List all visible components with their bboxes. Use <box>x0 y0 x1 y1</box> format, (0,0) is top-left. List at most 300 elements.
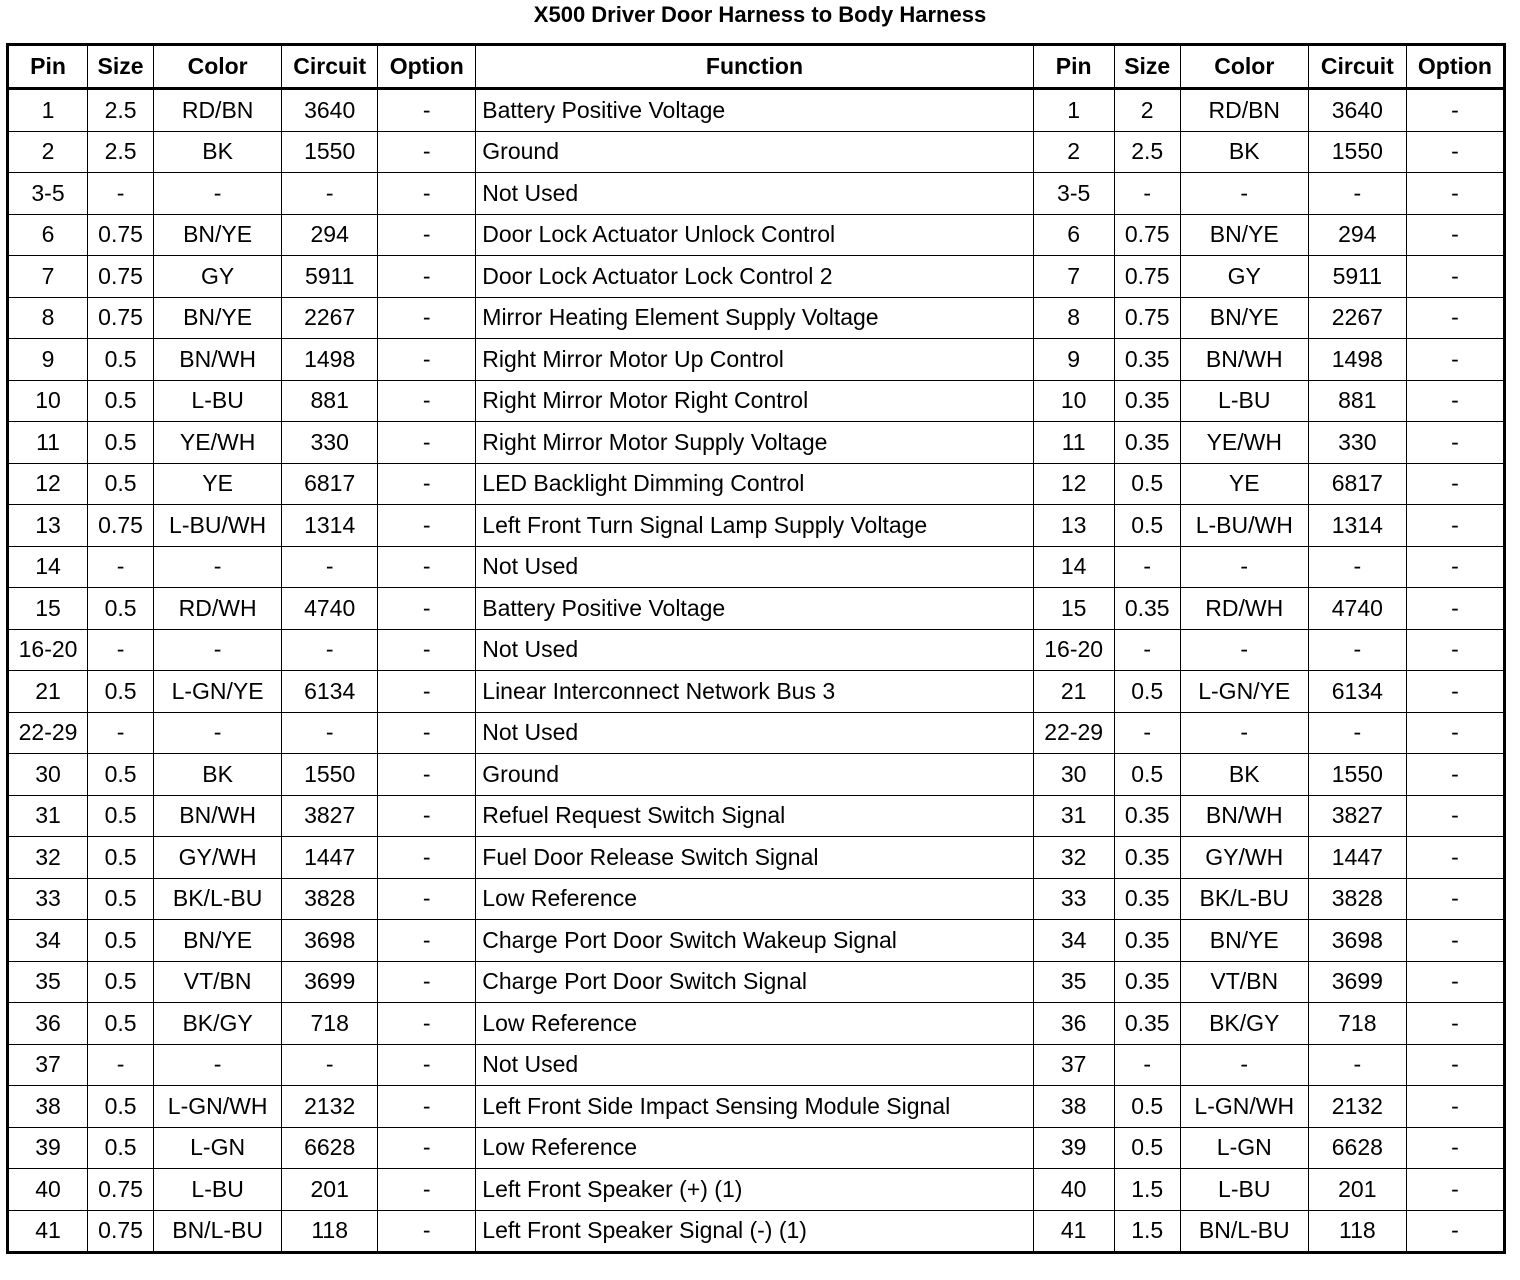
cell-size: 0.5 <box>88 961 154 1003</box>
cell-size: 0.5 <box>88 463 154 505</box>
cell-color: L-BU <box>154 1169 282 1211</box>
table-row <box>8 671 1505 713</box>
cell-circuit: 294 <box>282 214 378 256</box>
cell-option: - <box>378 1127 476 1169</box>
cell-circuit: 118 <box>282 1210 378 1253</box>
cell-function: Door Lock Actuator Lock Control 2 <box>476 256 1033 298</box>
cell-circuit: 1550 <box>282 131 378 173</box>
cell-color: BK/GY <box>154 1003 282 1045</box>
cell-body-option: - <box>1406 1044 1504 1086</box>
cell-function: Linear Interconnect Network Bus 3 <box>476 671 1033 713</box>
cell-option: - <box>378 422 476 464</box>
cell-circuit: 3699 <box>282 961 378 1003</box>
cell-color: L-BU <box>154 380 282 422</box>
header-body-size: Size <box>1114 45 1180 89</box>
table-row <box>8 920 1505 962</box>
cell-function: Low Reference <box>476 1003 1033 1045</box>
table-row <box>8 89 1505 132</box>
cell-option: - <box>378 463 476 505</box>
cell-pin: 32 <box>8 837 88 879</box>
cell-body-option: - <box>1406 214 1504 256</box>
cell-color: BK <box>154 131 282 173</box>
header-row <box>8 45 1505 89</box>
cell-body-circuit: 4740 <box>1308 588 1406 630</box>
cell-body-circuit: 1447 <box>1308 837 1406 879</box>
cell-size: 0.5 <box>88 380 154 422</box>
cell-body-color: BK <box>1180 131 1308 173</box>
cell-pin: 1 <box>8 89 88 132</box>
cell-size: 0.75 <box>88 1169 154 1211</box>
cell-circuit: 6817 <box>282 463 378 505</box>
cell-body-circuit: 6628 <box>1308 1127 1406 1169</box>
cell-option: - <box>378 131 476 173</box>
cell-body-option: - <box>1406 546 1504 588</box>
cell-body-color: BN/YE <box>1180 214 1308 256</box>
cell-pin: 12 <box>8 463 88 505</box>
cell-color: YE <box>154 463 282 505</box>
cell-body-size: 1.5 <box>1114 1169 1180 1211</box>
cell-body-pin: 11 <box>1033 422 1114 464</box>
cell-body-color: BN/WH <box>1180 795 1308 837</box>
cell-body-size: 2.5 <box>1114 131 1180 173</box>
cell-body-size: 0.75 <box>1114 256 1180 298</box>
cell-body-circuit: - <box>1308 629 1406 671</box>
table-body <box>8 89 1505 1253</box>
cell-body-pin: 14 <box>1033 546 1114 588</box>
cell-size: 0.5 <box>88 422 154 464</box>
cell-body-circuit: 1550 <box>1308 754 1406 796</box>
table-row <box>8 754 1505 796</box>
cell-body-option: - <box>1406 89 1504 132</box>
cell-option: - <box>378 1086 476 1128</box>
cell-color: L-GN/WH <box>154 1086 282 1128</box>
cell-body-pin: 15 <box>1033 588 1114 630</box>
cell-color: GY/WH <box>154 837 282 879</box>
cell-body-option: - <box>1406 754 1504 796</box>
cell-body-pin: 34 <box>1033 920 1114 962</box>
cell-body-circuit: - <box>1308 173 1406 215</box>
header-body-pin: Pin <box>1033 45 1114 89</box>
cell-body-circuit: 3640 <box>1308 89 1406 132</box>
table-row <box>8 380 1505 422</box>
header-function: Function <box>476 45 1033 89</box>
cell-body-color: BK/GY <box>1180 1003 1308 1045</box>
cell-color: BN/L-BU <box>154 1210 282 1253</box>
cell-color: L-BU/WH <box>154 505 282 547</box>
cell-color: - <box>154 173 282 215</box>
cell-body-color: VT/BN <box>1180 961 1308 1003</box>
cell-body-pin: 13 <box>1033 505 1114 547</box>
cell-color: GY <box>154 256 282 298</box>
cell-function: LED Backlight Dimming Control <box>476 463 1033 505</box>
cell-size: - <box>88 629 154 671</box>
header-size: Size <box>88 45 154 89</box>
cell-size: 2.5 <box>88 89 154 132</box>
cell-body-circuit: 1314 <box>1308 505 1406 547</box>
table-row <box>8 463 1505 505</box>
cell-body-circuit: 330 <box>1308 422 1406 464</box>
cell-body-circuit: 2267 <box>1308 297 1406 339</box>
cell-body-color: L-BU <box>1180 380 1308 422</box>
cell-function: Left Front Turn Signal Lamp Supply Voltage <box>476 505 1033 547</box>
cell-body-pin: 22-29 <box>1033 712 1114 754</box>
cell-pin: 2 <box>8 131 88 173</box>
cell-option: - <box>378 1169 476 1211</box>
cell-size: 0.5 <box>88 837 154 879</box>
cell-body-pin: 3-5 <box>1033 173 1114 215</box>
cell-pin: 38 <box>8 1086 88 1128</box>
cell-function: Not Used <box>476 173 1033 215</box>
cell-size: 0.5 <box>88 920 154 962</box>
cell-option: - <box>378 1003 476 1045</box>
cell-size: - <box>88 712 154 754</box>
cell-color: - <box>154 629 282 671</box>
cell-body-color: - <box>1180 712 1308 754</box>
cell-body-size: 0.5 <box>1114 1086 1180 1128</box>
cell-color: BN/YE <box>154 214 282 256</box>
cell-body-circuit: 1498 <box>1308 339 1406 381</box>
cell-function: Charge Port Door Switch Signal <box>476 961 1033 1003</box>
cell-function: Low Reference <box>476 1127 1033 1169</box>
cell-size: 2.5 <box>88 131 154 173</box>
cell-option: - <box>378 297 476 339</box>
cell-body-pin: 31 <box>1033 795 1114 837</box>
cell-option: - <box>378 712 476 754</box>
header-color: Color <box>154 45 282 89</box>
cell-body-size: - <box>1114 712 1180 754</box>
cell-body-option: - <box>1406 422 1504 464</box>
cell-body-circuit: 6817 <box>1308 463 1406 505</box>
cell-body-circuit: 3827 <box>1308 795 1406 837</box>
cell-circuit: 3640 <box>282 89 378 132</box>
cell-circuit: 3698 <box>282 920 378 962</box>
cell-color: YE/WH <box>154 422 282 464</box>
table-row <box>8 546 1505 588</box>
cell-body-color: YE <box>1180 463 1308 505</box>
table-row <box>8 1003 1505 1045</box>
cell-pin: 16-20 <box>8 629 88 671</box>
cell-option: - <box>378 256 476 298</box>
cell-body-size: 0.5 <box>1114 463 1180 505</box>
cell-function: Refuel Request Switch Signal <box>476 795 1033 837</box>
cell-option: - <box>378 1210 476 1253</box>
table-row <box>8 422 1505 464</box>
cell-body-pin: 38 <box>1033 1086 1114 1128</box>
cell-function: Right Mirror Motor Up Control <box>476 339 1033 381</box>
cell-body-color: - <box>1180 546 1308 588</box>
cell-size: 0.5 <box>88 1127 154 1169</box>
cell-body-size: 0.35 <box>1114 795 1180 837</box>
cell-body-color: L-BU <box>1180 1169 1308 1211</box>
header-body-color: Color <box>1180 45 1308 89</box>
page-title: X500 Driver Door Harness to Body Harness <box>533 2 987 27</box>
cell-body-option: - <box>1406 1003 1504 1045</box>
cell-pin: 8 <box>8 297 88 339</box>
table-row <box>8 588 1505 630</box>
cell-body-option: - <box>1406 961 1504 1003</box>
cell-body-size: - <box>1114 1044 1180 1086</box>
cell-body-size: 0.35 <box>1114 1003 1180 1045</box>
cell-body-circuit: 1550 <box>1308 131 1406 173</box>
cell-body-option: - <box>1406 837 1504 879</box>
cell-pin: 30 <box>8 754 88 796</box>
cell-body-option: - <box>1406 588 1504 630</box>
cell-body-size: 0.35 <box>1114 339 1180 381</box>
table-row <box>8 297 1505 339</box>
cell-body-circuit: 201 <box>1308 1169 1406 1211</box>
cell-body-option: - <box>1406 920 1504 962</box>
cell-size: 0.75 <box>88 1210 154 1253</box>
cell-option: - <box>378 546 476 588</box>
cell-option: - <box>378 214 476 256</box>
cell-function: Battery Positive Voltage <box>476 588 1033 630</box>
cell-body-pin: 39 <box>1033 1127 1114 1169</box>
header-option: Option <box>378 45 476 89</box>
cell-body-pin: 1 <box>1033 89 1114 132</box>
cell-pin: 34 <box>8 920 88 962</box>
table-row <box>8 1127 1505 1169</box>
cell-option: - <box>378 1044 476 1086</box>
cell-color: - <box>154 712 282 754</box>
cell-body-option: - <box>1406 671 1504 713</box>
cell-body-circuit: 2132 <box>1308 1086 1406 1128</box>
cell-color: L-GN/YE <box>154 671 282 713</box>
cell-body-circuit: - <box>1308 546 1406 588</box>
cell-body-pin: 33 <box>1033 878 1114 920</box>
table-row <box>8 1044 1505 1086</box>
cell-option: - <box>378 629 476 671</box>
cell-body-size: 0.75 <box>1114 214 1180 256</box>
cell-body-color: L-GN <box>1180 1127 1308 1169</box>
cell-pin: 36 <box>8 1003 88 1045</box>
cell-function: Battery Positive Voltage <box>476 89 1033 132</box>
cell-body-pin: 37 <box>1033 1044 1114 1086</box>
table-row <box>8 173 1505 215</box>
cell-body-option: - <box>1406 297 1504 339</box>
table-row <box>8 339 1505 381</box>
cell-body-size: 0.5 <box>1114 671 1180 713</box>
cell-body-color: GY/WH <box>1180 837 1308 879</box>
cell-size: 0.5 <box>88 878 154 920</box>
cell-color: RD/BN <box>154 89 282 132</box>
cell-body-size: 2 <box>1114 89 1180 132</box>
cell-size: 0.75 <box>88 505 154 547</box>
cell-body-size: 0.75 <box>1114 297 1180 339</box>
cell-body-color: L-GN/YE <box>1180 671 1308 713</box>
cell-body-pin: 8 <box>1033 297 1114 339</box>
cell-size: 0.75 <box>88 256 154 298</box>
cell-color: RD/WH <box>154 588 282 630</box>
cell-circuit: - <box>282 173 378 215</box>
cell-function: Not Used <box>476 546 1033 588</box>
table-row <box>8 712 1505 754</box>
cell-circuit: 330 <box>282 422 378 464</box>
cell-body-color: RD/WH <box>1180 588 1308 630</box>
cell-body-option: - <box>1406 1127 1504 1169</box>
cell-body-circuit: 118 <box>1308 1210 1406 1253</box>
cell-function: Charge Port Door Switch Wakeup Signal <box>476 920 1033 962</box>
header-circuit: Circuit <box>282 45 378 89</box>
header-pin: Pin <box>8 45 88 89</box>
cell-circuit: - <box>282 629 378 671</box>
cell-body-pin: 21 <box>1033 671 1114 713</box>
cell-option: - <box>378 339 476 381</box>
cell-body-circuit: 6134 <box>1308 671 1406 713</box>
cell-size: 0.5 <box>88 339 154 381</box>
cell-circuit: 4740 <box>282 588 378 630</box>
cell-body-option: - <box>1406 1210 1504 1253</box>
cell-body-option: - <box>1406 1169 1504 1211</box>
cell-color: L-GN <box>154 1127 282 1169</box>
cell-size: 0.5 <box>88 671 154 713</box>
cell-function: Low Reference <box>476 878 1033 920</box>
cell-body-option: - <box>1406 380 1504 422</box>
cell-option: - <box>378 878 476 920</box>
table-row <box>8 505 1505 547</box>
cell-function: Right Mirror Motor Supply Voltage <box>476 422 1033 464</box>
cell-body-size: 0.5 <box>1114 754 1180 796</box>
cell-body-option: - <box>1406 878 1504 920</box>
cell-body-option: - <box>1406 1086 1504 1128</box>
cell-function: Ground <box>476 754 1033 796</box>
cell-body-pin: 36 <box>1033 1003 1114 1045</box>
table-row <box>8 837 1505 879</box>
cell-size: - <box>88 173 154 215</box>
table-header <box>8 45 1505 89</box>
cell-function: Right Mirror Motor Right Control <box>476 380 1033 422</box>
cell-body-color: BK <box>1180 754 1308 796</box>
cell-function: Not Used <box>476 1044 1033 1086</box>
cell-function: Fuel Door Release Switch Signal <box>476 837 1033 879</box>
table-row <box>8 256 1505 298</box>
cell-circuit: 3827 <box>282 795 378 837</box>
cell-body-pin: 12 <box>1033 463 1114 505</box>
cell-body-size: 0.5 <box>1114 505 1180 547</box>
cell-option: - <box>378 795 476 837</box>
cell-body-size: 0.35 <box>1114 422 1180 464</box>
cell-body-color: L-BU/WH <box>1180 505 1308 547</box>
cell-color: BN/YE <box>154 920 282 962</box>
cell-pin: 33 <box>8 878 88 920</box>
table-row <box>8 214 1505 256</box>
cell-body-option: - <box>1406 256 1504 298</box>
cell-size: 0.75 <box>88 214 154 256</box>
cell-size: - <box>88 1044 154 1086</box>
cell-body-color: BN/L-BU <box>1180 1210 1308 1253</box>
cell-option: - <box>378 505 476 547</box>
table-row <box>8 1169 1505 1211</box>
cell-size: 0.5 <box>88 1086 154 1128</box>
cell-color: - <box>154 1044 282 1086</box>
cell-color: VT/BN <box>154 961 282 1003</box>
cell-circuit: 2267 <box>282 297 378 339</box>
cell-option: - <box>378 380 476 422</box>
cell-size: - <box>88 546 154 588</box>
cell-pin: 37 <box>8 1044 88 1086</box>
cell-circuit: 5911 <box>282 256 378 298</box>
cell-body-option: - <box>1406 463 1504 505</box>
cell-size: 0.5 <box>88 754 154 796</box>
cell-circuit: 1314 <box>282 505 378 547</box>
cell-body-size: 0.35 <box>1114 920 1180 962</box>
cell-circuit: - <box>282 1044 378 1086</box>
cell-body-pin: 40 <box>1033 1169 1114 1211</box>
cell-body-pin: 6 <box>1033 214 1114 256</box>
cell-body-option: - <box>1406 173 1504 215</box>
table-row <box>8 961 1505 1003</box>
cell-pin: 15 <box>8 588 88 630</box>
cell-color: BN/WH <box>154 795 282 837</box>
cell-pin: 14 <box>8 546 88 588</box>
cell-body-option: - <box>1406 505 1504 547</box>
cell-body-circuit: 3698 <box>1308 920 1406 962</box>
cell-pin: 9 <box>8 339 88 381</box>
cell-size: 0.75 <box>88 297 154 339</box>
cell-option: - <box>378 671 476 713</box>
cell-body-color: BN/YE <box>1180 920 1308 962</box>
cell-body-option: - <box>1406 795 1504 837</box>
cell-body-option: - <box>1406 131 1504 173</box>
cell-body-color: BN/YE <box>1180 297 1308 339</box>
cell-option: - <box>378 173 476 215</box>
cell-body-pin: 32 <box>1033 837 1114 879</box>
cell-pin: 6 <box>8 214 88 256</box>
harness-table <box>6 43 1506 1254</box>
cell-circuit: 718 <box>282 1003 378 1045</box>
cell-pin: 31 <box>8 795 88 837</box>
cell-body-size: 0.35 <box>1114 380 1180 422</box>
cell-circuit: - <box>282 546 378 588</box>
cell-body-circuit: - <box>1308 712 1406 754</box>
cell-body-size: 0.35 <box>1114 878 1180 920</box>
cell-body-size: 0.35 <box>1114 837 1180 879</box>
cell-function: Not Used <box>476 712 1033 754</box>
cell-option: - <box>378 920 476 962</box>
cell-size: 0.5 <box>88 588 154 630</box>
cell-body-pin: 16-20 <box>1033 629 1114 671</box>
cell-body-size: 1.5 <box>1114 1210 1180 1253</box>
table-row <box>8 1086 1505 1128</box>
table-row <box>8 629 1505 671</box>
cell-option: - <box>378 754 476 796</box>
cell-circuit: 6628 <box>282 1127 378 1169</box>
table-row <box>8 878 1505 920</box>
cell-color: - <box>154 546 282 588</box>
header-body-option: Option <box>1406 45 1504 89</box>
cell-pin: 21 <box>8 671 88 713</box>
cell-body-circuit: 5911 <box>1308 256 1406 298</box>
cell-size: 0.5 <box>88 795 154 837</box>
cell-body-pin: 35 <box>1033 961 1114 1003</box>
cell-body-pin: 41 <box>1033 1210 1114 1253</box>
cell-circuit: 6134 <box>282 671 378 713</box>
cell-option: - <box>378 89 476 132</box>
cell-option: - <box>378 961 476 1003</box>
cell-body-size: - <box>1114 546 1180 588</box>
cell-body-size: - <box>1114 173 1180 215</box>
cell-body-color: - <box>1180 173 1308 215</box>
cell-pin: 22-29 <box>8 712 88 754</box>
cell-body-color: BN/WH <box>1180 339 1308 381</box>
cell-body-color: RD/BN <box>1180 89 1308 132</box>
cell-circuit: 1550 <box>282 754 378 796</box>
cell-body-size: 0.35 <box>1114 961 1180 1003</box>
cell-pin: 39 <box>8 1127 88 1169</box>
cell-body-size: 0.35 <box>1114 588 1180 630</box>
cell-function: Left Front Speaker Signal (-) (1) <box>476 1210 1033 1253</box>
cell-body-color: BK/L-BU <box>1180 878 1308 920</box>
cell-pin: 13 <box>8 505 88 547</box>
